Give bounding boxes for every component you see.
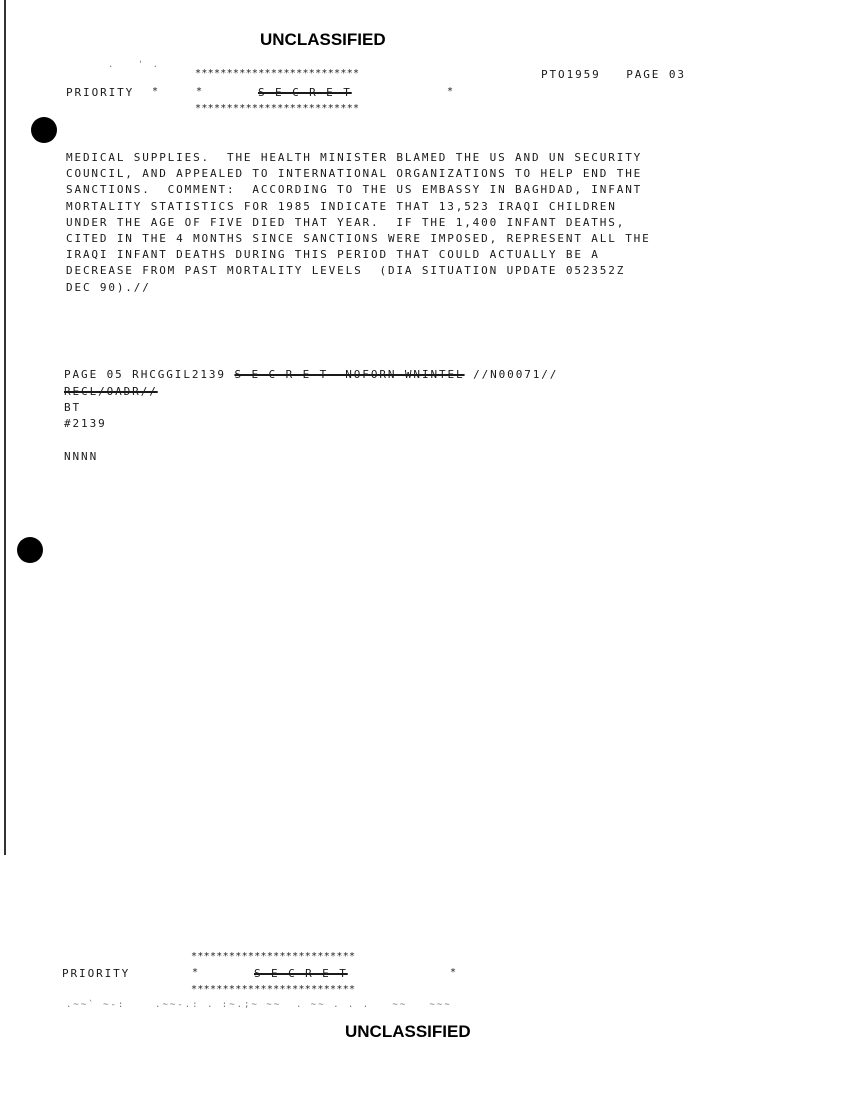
footer-precedence: PRIORITY <box>62 967 131 980</box>
trailer-message-number: #2139 <box>64 417 107 430</box>
trailer-struck-line: RECL/OADR// <box>64 385 158 398</box>
body-line: SANCTIONS. COMMENT: ACCORDING TO THE US EMBASSY IN BAGHDAD, INFANT <box>66 183 643 197</box>
body-line: IRAQI INFANT DEATHS DURING THIS PERIOD THAT COULD ACTUALLY BE A <box>66 248 600 262</box>
punch-hole-top <box>31 117 57 143</box>
body-line: MEDICAL SUPPLIES. THE HEALTH MINISTER BLAMED THE US AND UN SECURITY <box>66 151 643 164</box>
trailer-struck-caveat: S E C R E T NOFORN WNINTEL <box>234 368 465 381</box>
body-line: UNDER THE AGE OF FIVE DIED THAT YEAR. IF THE 1,400 INFANT DEATHS, <box>66 215 626 229</box>
header-page-ref: PTO1959 PAGE 03 <box>541 68 686 81</box>
trailer-page-suffix: //N00071// <box>464 368 559 381</box>
page-edge-rule <box>4 0 6 855</box>
header-precedence: PRIORITY <box>66 86 135 99</box>
header-banner-bottom: ************************** <box>195 103 360 114</box>
header-banner-dot: * <box>152 86 159 97</box>
scan-specks: . ' . <box>108 60 160 70</box>
body-line: DEC 90).// <box>66 280 151 294</box>
trailer-page-line <box>64 368 558 381</box>
header-banner-top: ************************** <box>195 68 360 79</box>
scan-artifacts: .~~` ~-: .~~-.: . :~.;~ ~~ . ~~ . . . ~~ ~~~ <box>66 1000 452 1010</box>
trailer-bt: BT <box>64 401 82 414</box>
header-banner-left-edge: * <box>196 86 203 97</box>
header-banner-right-edge: * <box>447 86 454 97</box>
body-line: DECREASE FROM PAST MORTALITY LEVELS (DIA SITUATION UPDATE 052352Z <box>66 264 626 278</box>
header-classification: UNCLASSIFIED <box>260 30 386 49</box>
body-line: COUNCIL, AND APPEALED TO INTERNATIONAL ORGANIZATIONS TO HELP END THE <box>66 167 643 181</box>
footer-secret-marking: S E C R E T <box>254 967 348 980</box>
footer-banner-left-edge: * <box>192 967 199 978</box>
footer-banner-top: ************************** <box>191 951 356 962</box>
trailer-page-prefix: PAGE 05 RHCGGIL2139 <box>64 368 235 381</box>
punch-hole-middle <box>17 537 43 563</box>
trailer-end-marker: NNNN <box>64 450 99 463</box>
header-secret-marking: S E C R E T <box>258 86 352 99</box>
footer-classification: UNCLASSIFIED <box>345 1022 471 1041</box>
message-body <box>66 150 651 296</box>
footer-banner-bottom: ************************** <box>191 984 356 995</box>
footer-banner-right-edge: * <box>450 967 457 978</box>
body-line: MORTALITY STATISTICS FOR 1985 INDICATE THAT 13,523 IRAQI CHILDREN <box>66 199 617 213</box>
body-line: CITED IN THE 4 MONTHS SINCE SANCTIONS WERE IMPOSED, REPRESENT ALL THE <box>66 232 651 246</box>
